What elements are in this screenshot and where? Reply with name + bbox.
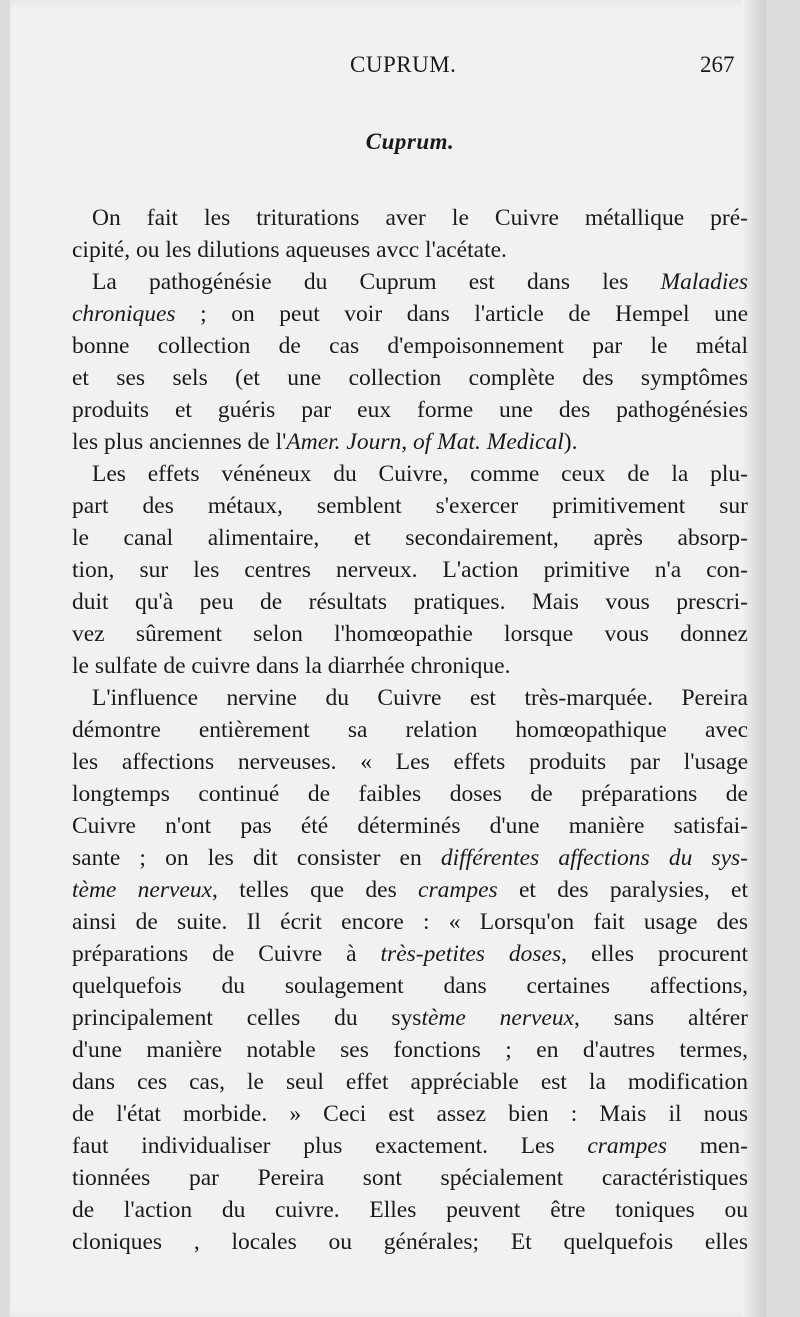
- book-page: [10, 0, 766, 1317]
- text-line-10: part des métaux, semblent s'exercer primitivement sur: [72, 493, 748, 519]
- text-line-18: les affections nerveuses. « Les effets produits par l'usage: [72, 749, 748, 775]
- text-line-9: Les effets vénéneux du Cuivre, comme ceux de la plu-: [92, 461, 748, 487]
- text-line-11: le canal alimentaire, et secondairement, après absorp-: [72, 525, 748, 551]
- text-line-7: produits et guéris par eux forme une des pathogénésies: [72, 397, 748, 423]
- text-line-5: bonne collection de cas d'empoisonnement par le métal: [72, 333, 748, 359]
- text-line-24: préparations de Cuivre à très-petites doses, elles procurent: [72, 941, 749, 967]
- text-line-25: quelquefois du soulagement dans certaines affections,: [72, 973, 748, 999]
- text-line-22: tème nerveux, telles que des crampes et des paralysies, et: [72, 877, 748, 903]
- text-line-20: Cuivre n'ont pas été déterminés d'une manière satisfai-: [72, 813, 748, 839]
- text-line-21: sante ; on les dit consister en différentes affections du sys-: [72, 845, 748, 871]
- text-line-31: tionnées par Pereira sont spécialement caractéristiques: [72, 1165, 748, 1191]
- text-line-17: démontre entièrement sa relation homœopathique avec: [72, 717, 748, 743]
- section-title: Cuprum.: [365, 129, 455, 154]
- text-line-32: de l'action du cuivre. Elles peuvent être toniques ou: [72, 1197, 748, 1223]
- text-line-12: tion, sur les centres nerveux. L'action primitive n'a con-: [72, 557, 748, 583]
- text-line-27: d'une manière notable ses fonctions ; en d'autres termes,: [72, 1037, 748, 1063]
- page-number: 267: [700, 52, 735, 77]
- text-line-2: cipité, ou les dilutions aqueuses avcc l'acétate.: [72, 237, 507, 263]
- text-line-16: L'influence nervine du Cuivre est très-marquée. Pereira: [92, 685, 748, 711]
- text-line-13: duit qu'à peu de résultats pratiques. Mais vous prescri-: [72, 589, 748, 615]
- text-line-26: principalement celles du système nerveux, sans altérer: [72, 1005, 749, 1031]
- text-line-30: faut individualiser plus exactement. Les crampes men-: [72, 1133, 748, 1159]
- text-line-3: La pathogénésie du Cuprum est dans les Maladies: [92, 269, 748, 295]
- running-head: CUPRUM.: [350, 52, 457, 77]
- text-line-14: vez sûrement selon l'homœopathie lorsque vous donnez: [72, 621, 748, 647]
- text-line-4: chroniques ; on peut voir dans l'article de Hempel une: [72, 301, 748, 327]
- text-line-15: le sulfate de cuivre dans la diarrhée chronique.: [72, 653, 511, 679]
- text-line-23: ainsi de suite. Il écrit encore : « Lorsqu'on fait usage des: [72, 909, 748, 935]
- text-line-8: les plus anciennes de l'Amer. Journ, of Mat. Medical).: [72, 429, 578, 455]
- text-line-29: de l'état morbide. » Ceci est assez bien : Mais il nous: [72, 1101, 748, 1127]
- text-line-19: longtemps continué de faibles doses de préparations de: [72, 781, 748, 807]
- text-line-28: dans ces cas, le seul effet appréciable est la modification: [72, 1069, 748, 1095]
- text-line-33: cloniques , locales ou générales; Et quelquefois elles: [72, 1229, 748, 1255]
- text-line-6: et ses sels (et une collection complète des symptômes: [72, 365, 748, 391]
- text-line-1: On fait les triturations aver le Cuivre métallique pré-: [92, 205, 748, 231]
